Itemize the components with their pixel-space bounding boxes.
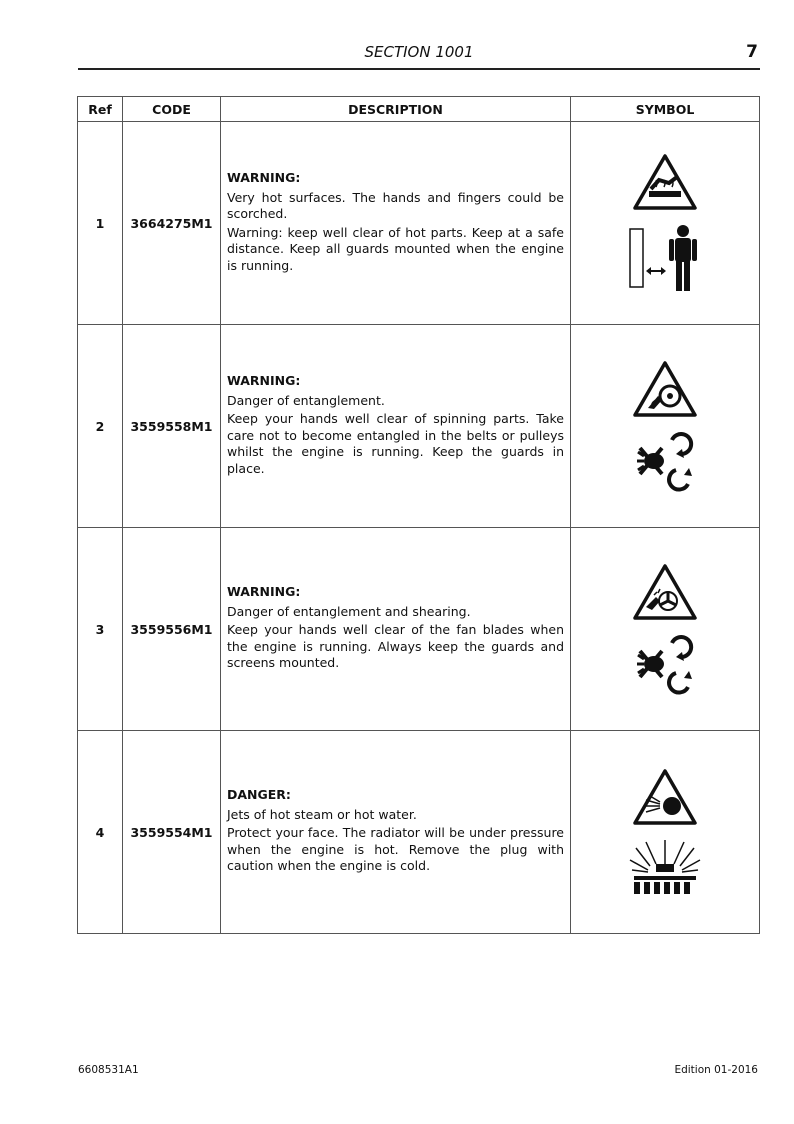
description-text: Danger of entanglement and shearing. xyxy=(227,603,471,619)
symbol-cell xyxy=(571,731,760,934)
fan-blade-warning-icon xyxy=(632,563,698,621)
description-cell xyxy=(221,122,571,325)
table-row xyxy=(78,325,760,528)
column-header-code: CODE xyxy=(123,97,221,122)
description-text: Keep your hands well clear of the fan blades when the engine is running. Always keep the guards and screens mounted. xyxy=(227,622,564,671)
no-hands-rotation-icon xyxy=(632,430,698,492)
code-cell: 3664275M1 xyxy=(123,122,221,325)
ref-cell: 4 xyxy=(78,731,123,934)
ref-cell: 2 xyxy=(78,325,123,528)
ref-cell: 1 xyxy=(78,122,123,325)
column-header-symbol: SYMBOL xyxy=(571,97,760,122)
description-heading: WARNING: xyxy=(227,170,301,185)
code-cell: 3559556M1 xyxy=(123,528,221,731)
symbol-cell xyxy=(571,528,760,731)
description-text: Very hot surfaces. The hands and fingers could be scorched. xyxy=(227,189,564,221)
safety-decals-table xyxy=(77,96,760,934)
description-cell xyxy=(221,528,571,731)
description-text: Protect your face. The radiator will be under pressure when the engine is hot. Remove the plug with caution when the engine is cold. xyxy=(227,825,564,874)
page-header xyxy=(78,40,760,70)
column-header-description: DESCRIPTION xyxy=(221,97,571,122)
symbol-cell xyxy=(571,325,760,528)
entanglement-warning-icon xyxy=(632,360,698,418)
hot-surface-warning-icon xyxy=(632,153,698,211)
hot-steam-warning-icon xyxy=(632,768,698,826)
description-cell xyxy=(221,325,571,528)
table-row xyxy=(78,528,760,731)
description-text: Jets of hot steam or hot water. xyxy=(227,806,417,822)
description-heading: DANGER: xyxy=(227,787,291,803)
description-text: Warning: keep well clear of hot parts. Keep at a safe distance. Keep all guards mounted when the engine is running. xyxy=(227,224,564,273)
edition-label: Edition 01-2016 xyxy=(674,1064,758,1076)
page-number: 7 xyxy=(746,42,758,62)
description-heading: WARNING: xyxy=(227,584,301,600)
pressurised-radiator-icon xyxy=(626,838,704,896)
description-cell xyxy=(221,731,571,934)
ref-cell: 3 xyxy=(78,528,123,731)
code-cell: 3559558M1 xyxy=(123,325,221,528)
description-text: Danger of entanglement. xyxy=(227,392,385,408)
section-title: SECTION 1001 xyxy=(364,43,474,61)
keep-distance-icon xyxy=(626,223,704,293)
description-heading: WARNING: xyxy=(227,373,301,388)
table-header-row xyxy=(78,97,760,122)
symbol-cell xyxy=(571,122,760,325)
table-row xyxy=(78,122,760,325)
description-text: Keep your hands well clear of spinning parts. Take care not to become entangled in the belts or pulleys whilst the engine is running. Keep the guards in place. xyxy=(227,411,564,476)
code-cell: 3559554M1 xyxy=(123,731,221,934)
no-hands-rotation-icon xyxy=(632,633,698,695)
table-row xyxy=(78,731,760,934)
column-header-ref: Ref xyxy=(78,97,123,122)
document-number: 6608531A1 xyxy=(78,1064,139,1076)
